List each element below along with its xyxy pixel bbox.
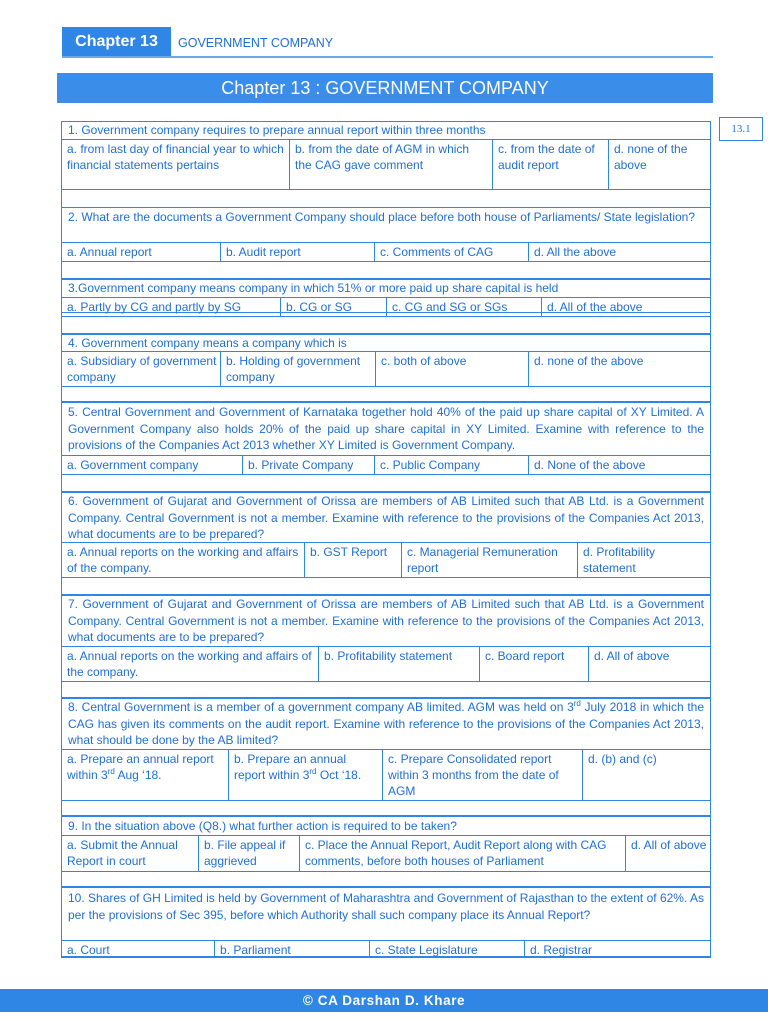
q10-option-b[interactable]: b. Parliament: [214, 940, 370, 958]
q2-option-b[interactable]: b. Audit report: [220, 242, 375, 262]
question-3-text: 3.Government company means company in which 51% or more paid up share capital is held: [68, 281, 559, 295]
chapter-tab: Chapter 13: [62, 27, 171, 57]
q6-option-d[interactable]: d. Profitability statement: [577, 542, 711, 578]
header-subtitle: GOVERNMENT COMPANY: [178, 36, 334, 50]
question-10-text: 10. Shares of GH Limited is held by Government of Maharashtra and Government of Rajasthan to the extent of 62%. As per the provisions of Sec 395, before which Authority shall such company place its Annual Report?: [68, 891, 704, 922]
q4-option-b[interactable]: b. Holding of government company: [220, 351, 376, 387]
q1-option-d[interactable]: d. none of the above: [608, 139, 711, 190]
q6-option-c[interactable]: c. Managerial Remuneration report: [401, 542, 578, 578]
q5-option-c[interactable]: c. Public Company: [374, 455, 529, 475]
q1-option-b[interactable]: b. from the date of AGM in which the CAG gave comment: [289, 139, 493, 190]
q7-option-d[interactable]: d. All of above: [588, 646, 711, 682]
q8-option-d[interactable]: d. (b) and (c): [582, 749, 711, 801]
q7-option-a[interactable]: a. Annual reports on the working and affairs of the company.: [61, 646, 319, 682]
q8-option-c[interactable]: c. Prepare Consolidated report within 3 months from the date of AGM: [382, 749, 583, 801]
page-title: Chapter 13 : GOVERNMENT COMPANY: [57, 73, 713, 103]
q3-option-a[interactable]: a. Partly by CG and partly by SG: [61, 297, 281, 317]
question-9-text: 9. In the situation above (Q8.) what further action is required to be taken?: [68, 819, 457, 833]
question-1-text: 1. Government company requires to prepare annual report within three months: [68, 123, 486, 137]
question-7-text: 7. Government of Gujarat and Government of Orissa are members of AB Limited such that AB Ltd. is a Government Company. Central Government is not a member. Examine with reference to the provisions of the Companies Act 2013, what documents are to be prepared?: [68, 597, 704, 644]
q10-option-a[interactable]: a. Court: [61, 940, 215, 958]
q2-option-a[interactable]: a. Annual report: [61, 242, 221, 262]
question-4-text: 4. Government company means a company which is: [68, 336, 347, 350]
q3-option-b[interactable]: b. CG or SG: [280, 297, 387, 317]
q6-option-b[interactable]: b. GST Report: [304, 542, 402, 578]
q6-option-a[interactable]: a. Annual reports on the working and affairs of the company.: [61, 542, 305, 578]
q4-option-d[interactable]: d. none of the above: [528, 351, 711, 387]
q9-option-b[interactable]: b. File appeal if aggrieved: [198, 835, 300, 872]
q7-option-c[interactable]: c. Board report: [479, 646, 589, 682]
q5-option-d[interactable]: d. None of the above: [528, 455, 711, 475]
q3-option-c[interactable]: c. CG and SG or SGs: [386, 297, 542, 317]
q10-option-d[interactable]: d. Registrar: [524, 940, 711, 958]
q9-option-d[interactable]: d. All of above: [625, 835, 711, 872]
q4-option-c[interactable]: c. both of above: [375, 351, 529, 387]
q9-option-c[interactable]: c. Place the Annual Report, Audit Report along with CAG comments, before both houses of Parliament: [299, 835, 626, 872]
question-6-text: 6. Government of Gujarat and Government of Orissa are members of AB Limited such that AB Ltd. is a Government Company. Central Government is not a member. Examine with reference to the provisions of the Companies Act 2013, what documents are to be prepared?: [68, 494, 704, 541]
question-8-text: 8. Central Government is a member of a government company AB limited. AGM was held on 3rd July 2018 in which the CAG has given its comments on the audit report. Examine with reference to the provisions of the Companies Act 2013, what should be done by the AB limited?: [68, 699, 705, 747]
q8-option-a[interactable]: a. Prepare an annual report within 3rd Aug ‘18.: [61, 749, 229, 801]
q2-option-d[interactable]: d. All the above: [528, 242, 711, 262]
question-5-text: 5. Central Government and Government of Karnataka together hold 40% of the paid up share capital of XY Limited. A Government Company also holds 20% of the paid up share capital in XY Limited. Examine with reference to the provisions of the Companies Act 2013 whether XY Limited is Government Company.: [68, 405, 704, 452]
q3-option-d[interactable]: d. All of the above: [541, 297, 711, 317]
q10-option-c[interactable]: c. State Legislature: [369, 940, 525, 958]
q9-option-a[interactable]: a. Submit the Annual Report in court: [61, 835, 199, 872]
page-number: 13.1: [719, 117, 763, 141]
copyright-footer: © CA Darshan D. Khare: [0, 989, 768, 1012]
q4-option-a[interactable]: a. Subsidiary of government company: [61, 351, 221, 387]
q7-option-b[interactable]: b. Profitability statement: [318, 646, 480, 682]
header-divider: [62, 56, 713, 58]
q2-option-c[interactable]: c. Comments of CAG: [374, 242, 529, 262]
q1-option-c[interactable]: c. from the date of audit report: [492, 139, 609, 190]
q5-option-b[interactable]: b. Private Company: [242, 455, 375, 475]
q8-option-b[interactable]: b. Prepare an annual report within 3rd Oct ‘18.: [228, 749, 383, 801]
question-2-text: 2. What are the documents a Government Company should place before both house of Parliaments/ State legislation?: [68, 210, 696, 224]
q1-option-a[interactable]: a. from last day of financial year to which financial statements pertains: [61, 139, 290, 190]
q5-option-a[interactable]: a. Government company: [61, 455, 243, 475]
